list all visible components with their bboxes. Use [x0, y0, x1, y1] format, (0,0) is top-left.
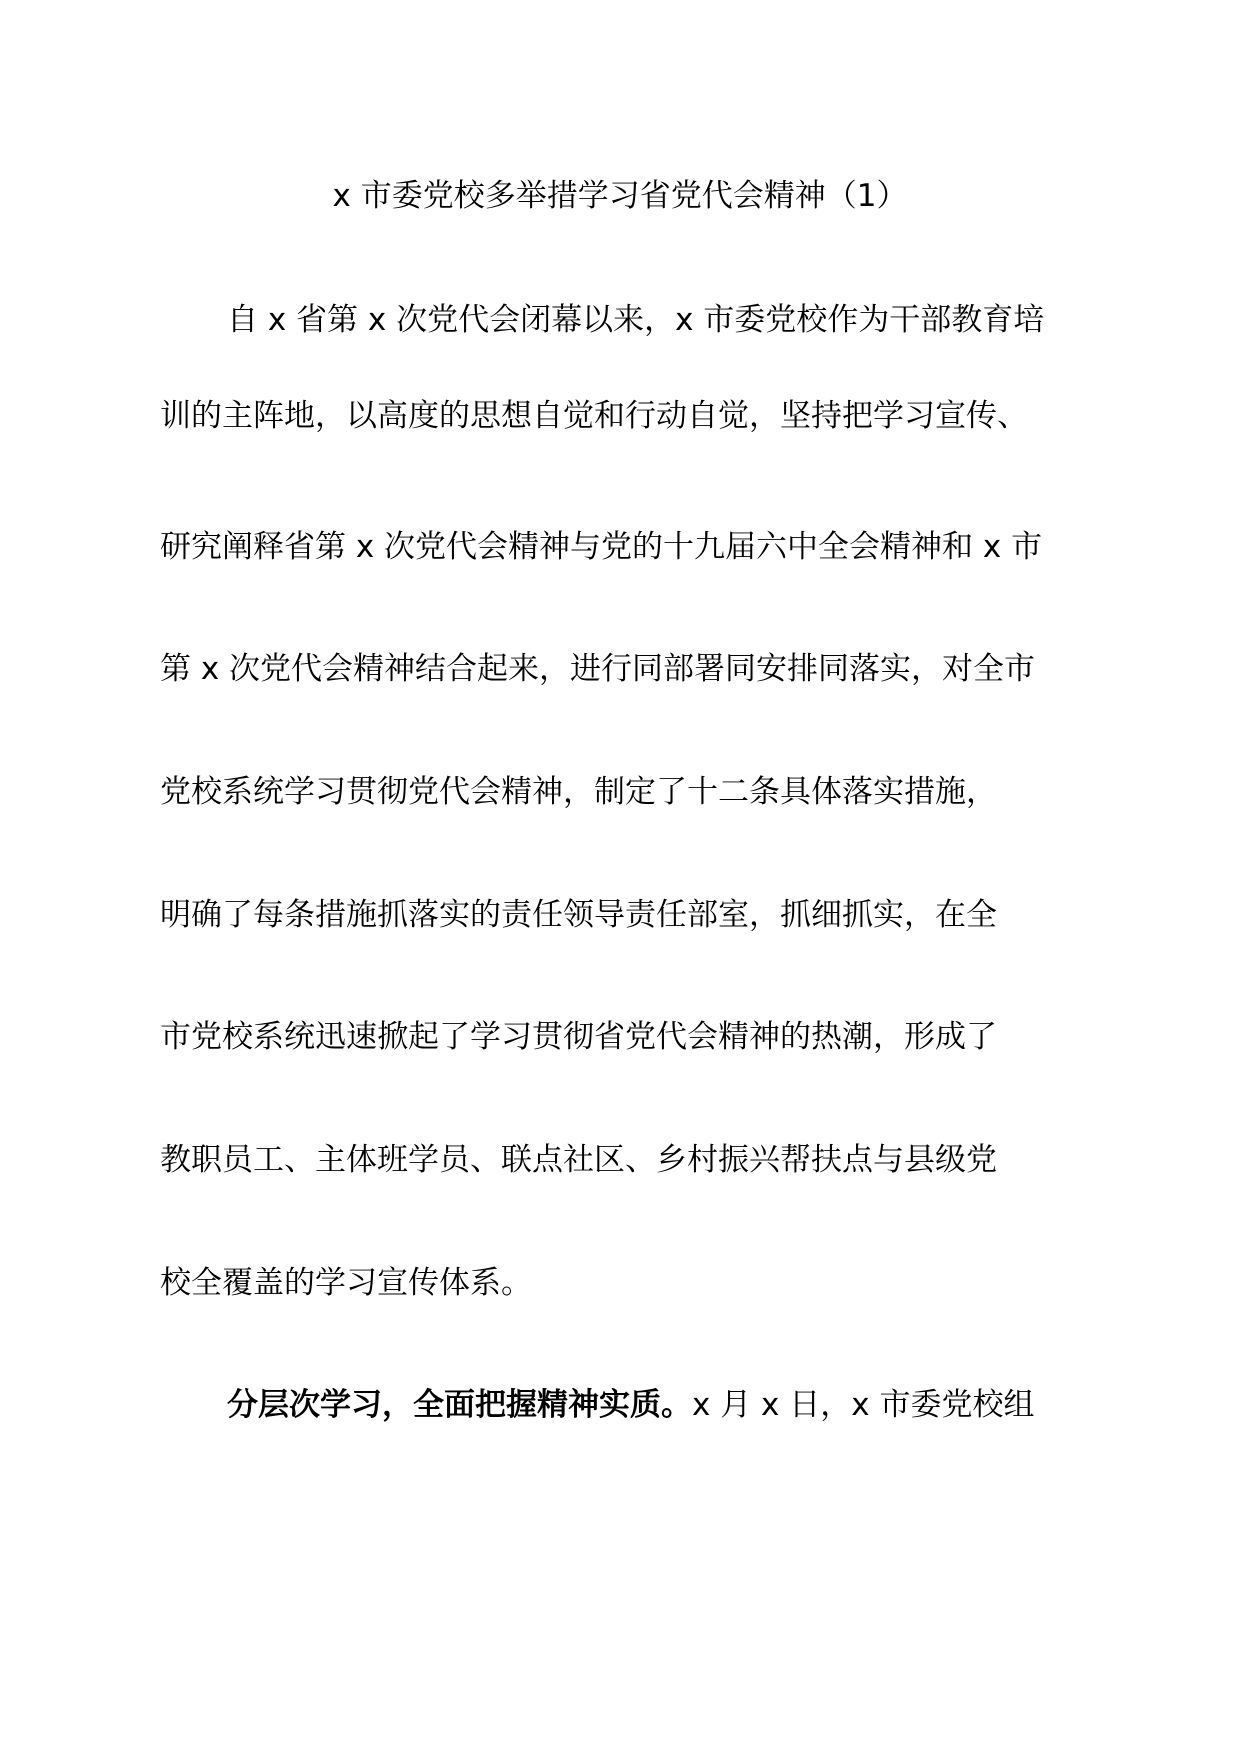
- paragraph-2-first-line: [227, 1381, 1034, 1429]
- paragraph-line: 第 x 次党代会精神结合起来，进行同部署同安排同落实，对全市: [160, 651, 1036, 687]
- paragraph-line: 党校系统学习贯彻党代会精神，制定了十二条具体落实措施，: [160, 774, 997, 810]
- section-heading: 分层次学习，全面把握精神实质。: [227, 1387, 692, 1423]
- section-text: x 月 x 日，x 市委党校组: [692, 1387, 1035, 1423]
- paragraph-line: 研究阐释省第 x 次党代会精神与党的十九届六中全会精神和 x 市: [160, 529, 1043, 565]
- paragraph-line: 校全覆盖的学习宣传体系。: [160, 1265, 532, 1301]
- paragraph-line: 训的主阵地，以高度的思想自觉和行动自觉，坚持把学习宣传、: [160, 398, 1028, 434]
- paragraph-line: 市党校系统迅速掀起了学习贯彻省党代会精神的热潮，形成了: [160, 1019, 997, 1055]
- paragraph-line: 自 x 省第 x 次党代会闭幕以来，x 市委党校作为干部教育培: [227, 302, 1045, 338]
- paragraph-line: 明确了每条措施抓落实的责任领导责任部室，抓细抓实，在全: [160, 897, 997, 933]
- paragraph-line: 教职员工、主体班学员、联点社区、乡村振兴帮扶点与县级党: [160, 1142, 997, 1178]
- document-title: x 市委党校多举措学习省党代会精神（1）: [332, 178, 908, 214]
